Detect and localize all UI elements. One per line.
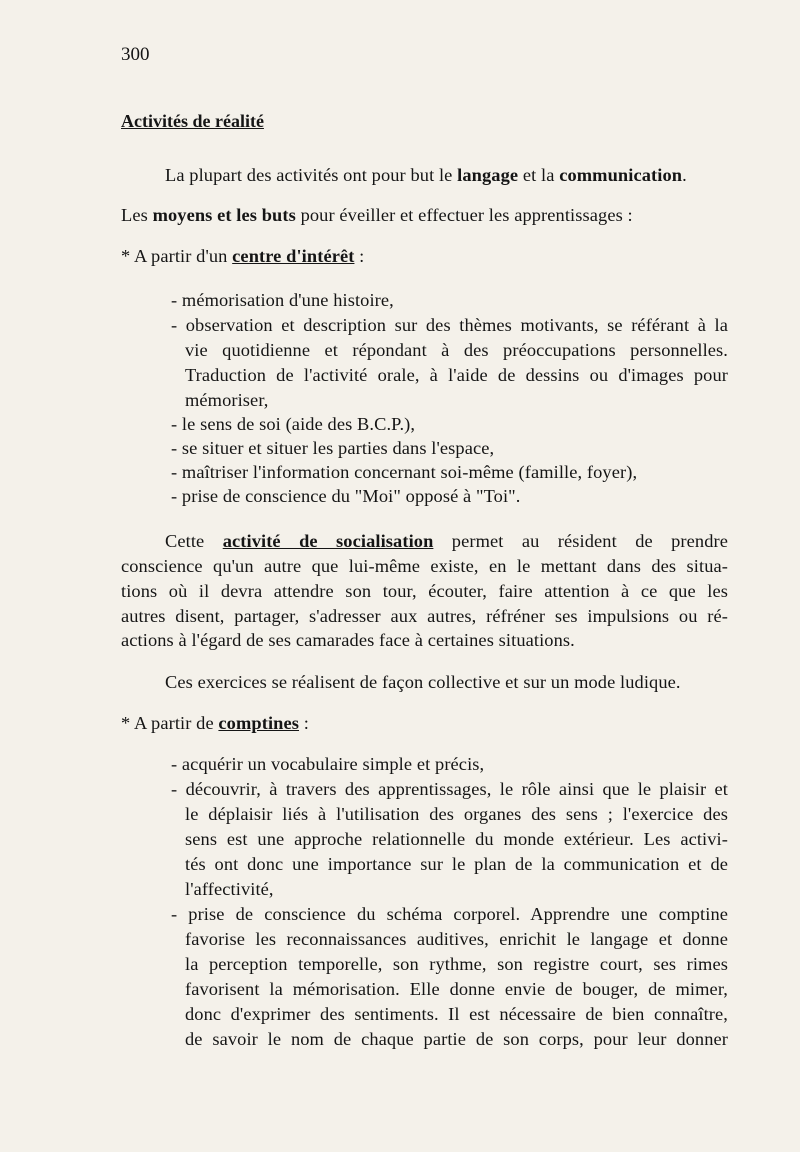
subsection-comptines — [121, 713, 309, 734]
list-item-cont: favorisent la mémorisation. Elle donne envie de bouger, de mimer, — [185, 979, 728, 999]
list-item: - prise de conscience du schéma corporel. Apprendre une comptine — [171, 904, 728, 924]
text-run: permet au résident de prendre — [433, 531, 728, 551]
list-item: - le sens de soi (aide des B.C.P.), — [171, 414, 416, 434]
text-run: pour éveiller et effectuer les apprentissages : — [295, 205, 633, 225]
text-run: La plupart des activités ont pour but le — [165, 165, 458, 185]
list-item-cont: favorise les reconnaissances auditives, enrichit le langage et donne — [185, 929, 728, 949]
bold-term: centre d'intérêt — [232, 246, 355, 266]
list-item-cont: le déplaisir liés à l'utilisation des organes des sens ; l'exercice des — [185, 804, 728, 824]
subsection-centre-interet — [121, 246, 364, 267]
list-item-cont: vie quotidienne et répondant à des préoccupations personnelles. — [185, 340, 728, 360]
paragraph-line: actions à l'égard de ses camarades face à certaines situations. — [121, 630, 575, 650]
list-item: - mémorisation d'une histoire, — [171, 290, 394, 310]
list-item: - acquérir un vocabulaire simple et précis, — [171, 754, 485, 774]
paragraph-collective: Ces exercices se réalisent de façon collective et sur un mode ludique. — [165, 672, 681, 692]
paragraph-means — [121, 205, 633, 226]
list-item-cont: sens est une approche relationnelle du monde extérieur. Les activi- — [185, 829, 728, 849]
section-heading: Activités de réalité — [121, 111, 264, 131]
list-item-cont: de savoir le nom de chaque partie de son corps, pour leur donner — [185, 1029, 728, 1049]
text-run: . — [682, 165, 687, 185]
text-run: : — [354, 246, 365, 266]
paragraph-socialisation-first — [165, 531, 728, 552]
text-run: : — [299, 713, 309, 733]
list-item: - observation et description sur des thèmes motivants, se référant à la — [171, 315, 728, 335]
bold-term: comptines — [218, 713, 300, 733]
text-run: et la — [518, 165, 560, 185]
bold-term: moyens et les buts — [152, 205, 296, 225]
paragraph-line: tions où il devra attendre son tour, écouter, faire attention à ce que les — [121, 581, 728, 601]
list-item: - découvrir, à travers des apprentissages, le rôle ainsi que le plaisir et — [171, 779, 728, 799]
list-item-cont: donc d'exprimer des sentiments. Il est nécessaire de bien connaître, — [185, 1004, 728, 1024]
paragraph-line: autres disent, partager, s'adresser aux autres, réfréner ses impulsions ou ré- — [121, 606, 728, 626]
text-run: Cette — [165, 531, 223, 551]
list-item-cont: mémoriser, — [185, 390, 269, 410]
list-item-cont: tés ont donc une importance sur le plan de la communication et de — [185, 854, 728, 874]
paragraph-line: conscience qu'un autre que lui-même existe, en le mettant dans des situa- — [121, 556, 728, 576]
bold-term: activité de socialisation — [222, 531, 434, 551]
list-item-cont: l'affectivité, — [185, 879, 274, 899]
paragraph-intro — [165, 165, 687, 186]
text-run: * A partir de — [121, 713, 219, 733]
list-item: - prise de conscience du "Moi" opposé à "Toi". — [171, 486, 521, 506]
text-run: * A partir d'un — [121, 246, 233, 266]
bold-term: langage — [457, 165, 519, 185]
page-number: 300 — [121, 44, 150, 65]
list-item: - se situer et situer les parties dans l'espace, — [171, 438, 495, 458]
list-item-cont: la perception temporelle, son rythme, son registre court, ses rimes — [185, 954, 728, 974]
bold-term: communication — [559, 165, 683, 185]
list-item-cont: Traduction de l'activité orale, à l'aide de dessins ou d'images pour — [185, 365, 728, 385]
text-run: Les — [121, 205, 153, 225]
list-item: - maîtriser l'information concernant soi-même (famille, foyer), — [171, 462, 638, 482]
